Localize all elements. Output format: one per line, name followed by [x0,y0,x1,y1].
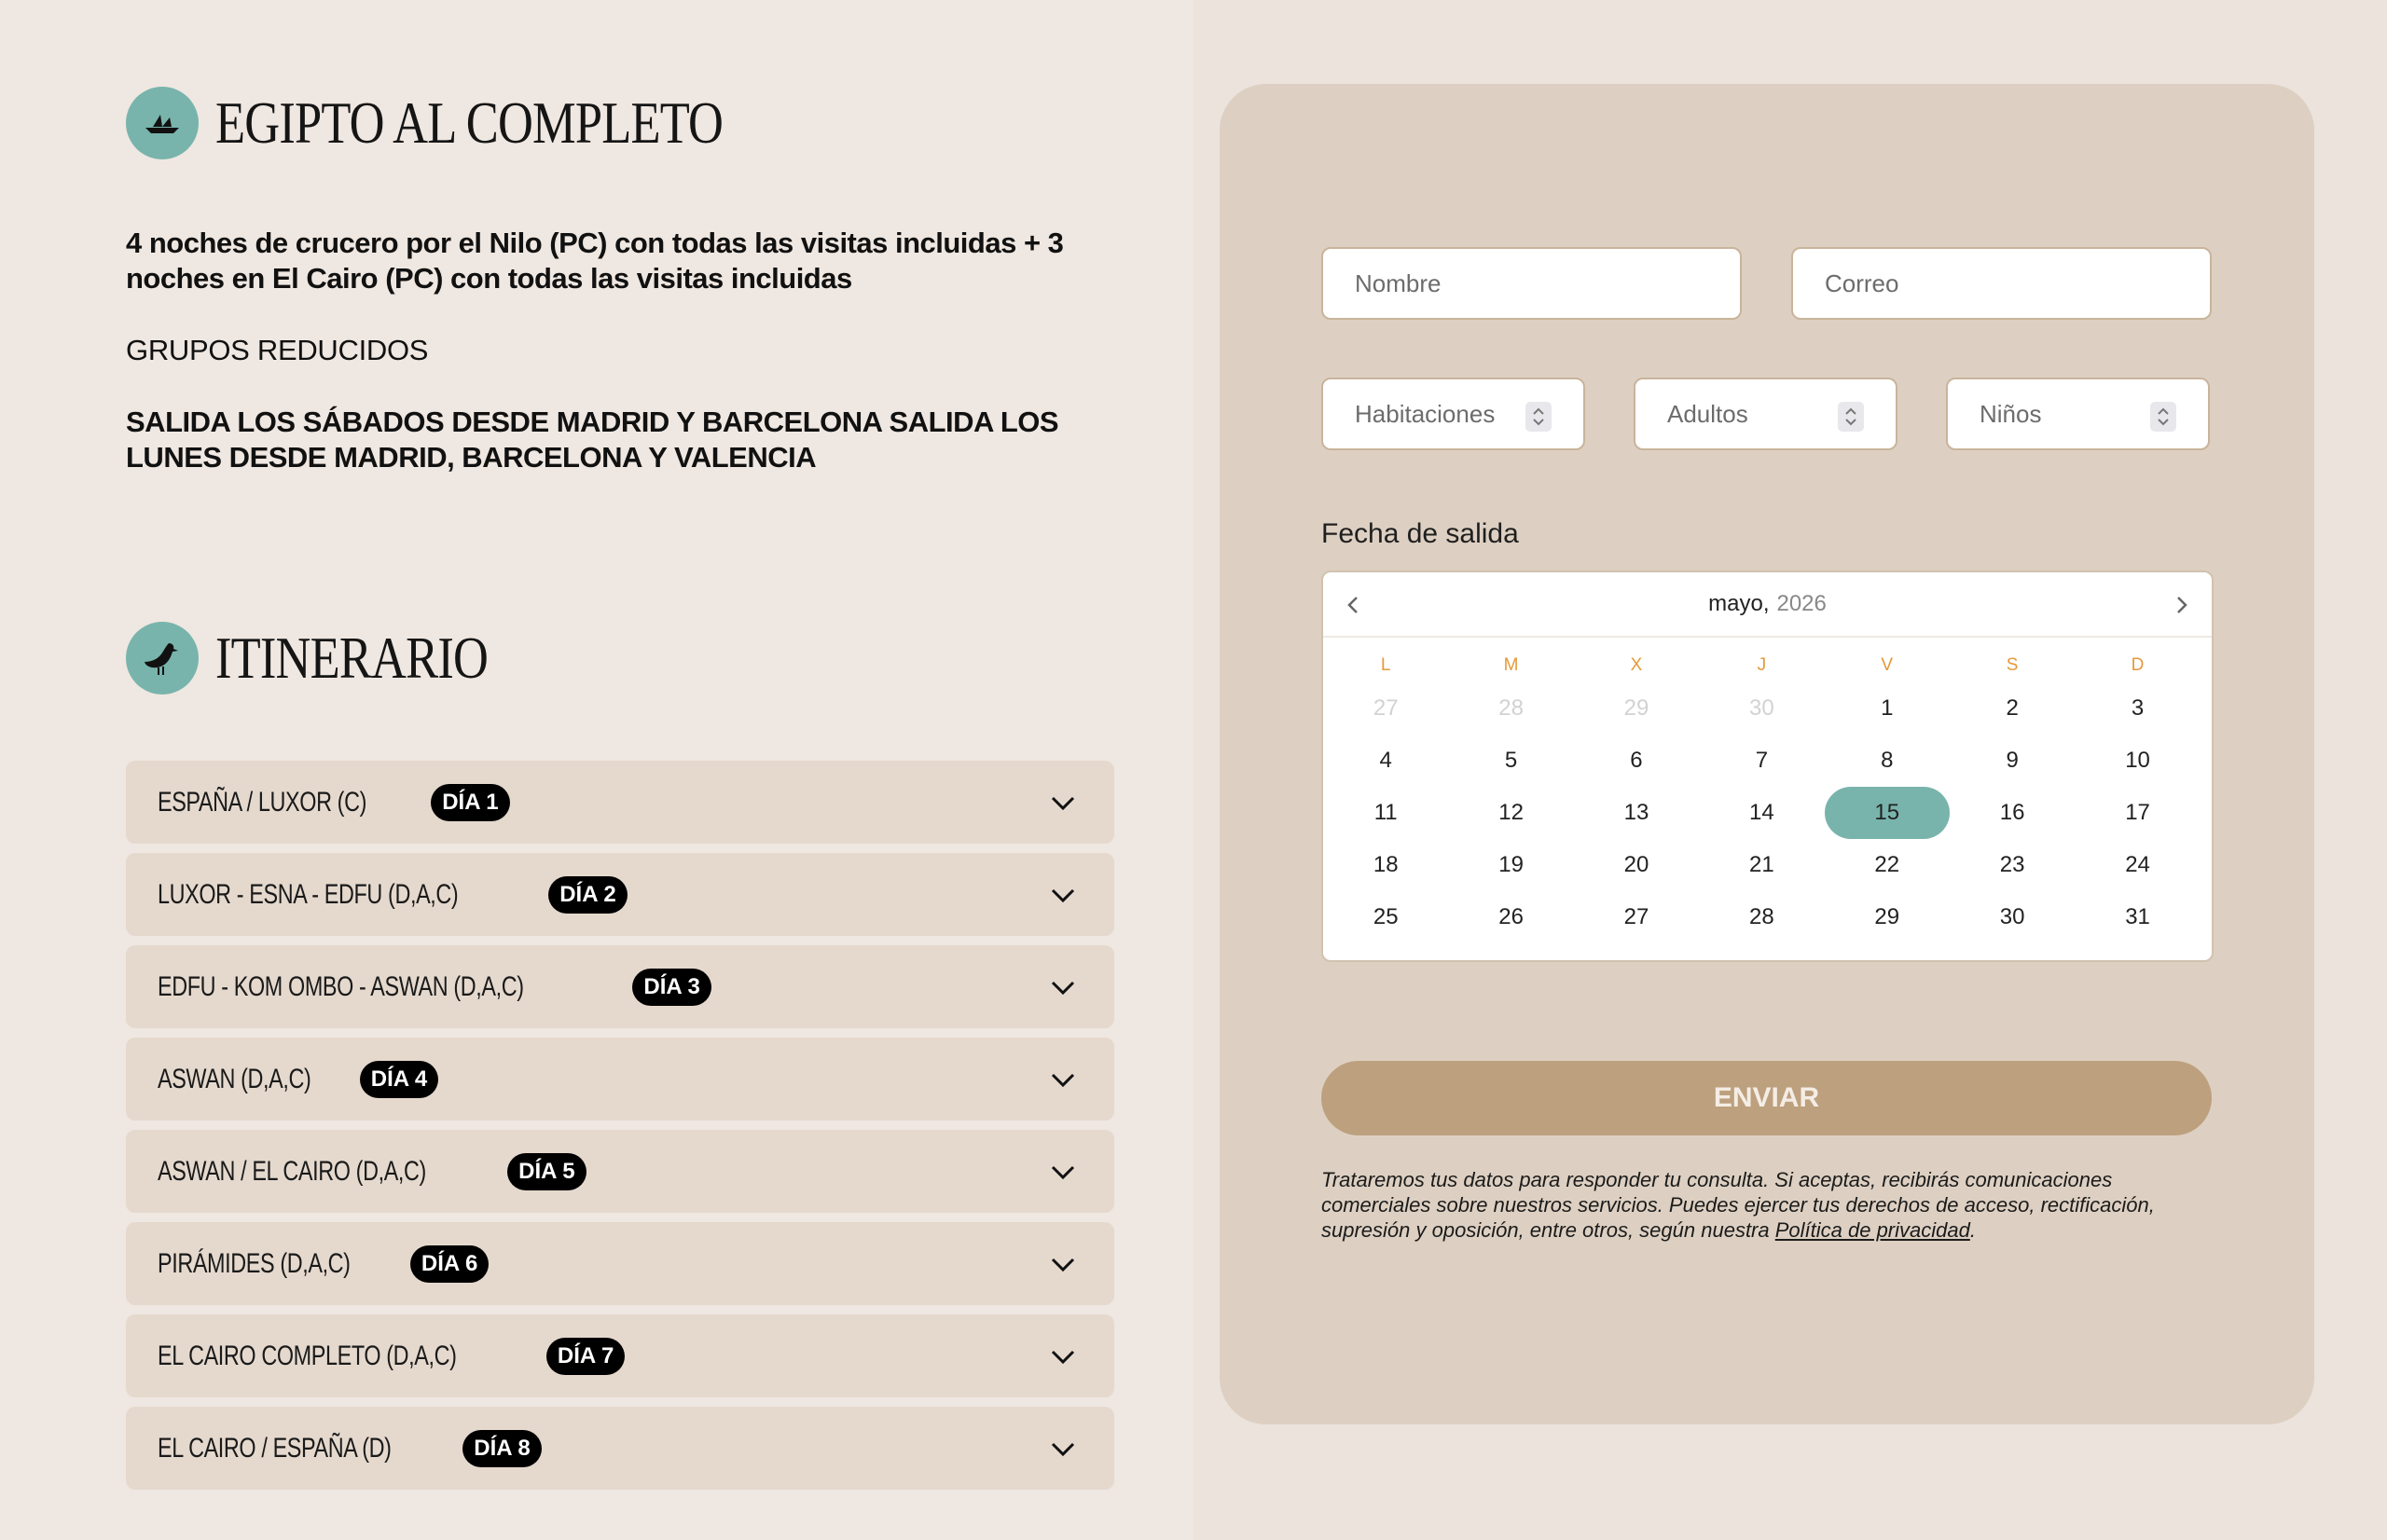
calendar-day-number: 19 [1498,852,1524,877]
calendar-day[interactable] [2075,852,2200,878]
calendar-day-number: 15 [1825,787,1950,839]
rooms-placeholder: Habitaciones [1355,399,1496,428]
calendar-day[interactable] [1950,852,2075,878]
adults-stepper-icon[interactable] [1838,402,1864,432]
departure-date-label: Fecha de salida [1321,518,1519,549]
tour-description: 4 noches de crucero por el Nilo (PC) con todas las visitas incluidas + 3 noches en El Cairo (PC) con todas las visitas incluidas [126,227,1064,295]
calendar-day[interactable] [1574,748,1699,774]
next-month-icon[interactable] [2169,593,2193,617]
weekday-label: X [1630,655,1643,675]
day-label: EL CAIRO / ESPAÑA (D) [158,1432,392,1464]
calendar-day-number: 4 [1379,748,1392,773]
calendar-day[interactable] [1825,748,1950,774]
tour-title-row [126,87,835,159]
calendar-day-number: 22 [1874,852,1900,877]
calendar-day-number: 11 [1373,800,1398,825]
chevron-down-icon[interactable] [1049,1435,1077,1463]
calendar-day-number: 14 [1749,800,1774,825]
weekday-row [1323,649,2212,682]
day-label: ASWAN / EL CAIRO (D,A,C) [158,1155,426,1187]
calendar-day-selected[interactable] [1825,787,1950,839]
day-label: PIRÁMIDES (D,A,C) [158,1247,351,1279]
calendar-day[interactable] [1699,852,1824,878]
calendar-day-number: 29 [1623,695,1649,721]
chevron-down-icon[interactable] [1049,1250,1077,1278]
calendar-day-number: 6 [1630,748,1643,773]
departures-note: SALIDA LOS SÁBADOS DESDE MADRID Y BARCELONA SALIDA LOS LUNES DESDE MADRID, BARCELONA Y VALENCIA [126,406,1059,474]
calendar-day-number: 2 [2006,695,2019,721]
calendar-day-number: 29 [1874,904,1900,929]
calendar-day[interactable] [1950,748,2075,774]
adults-field[interactable] [1634,378,1897,450]
calendar-day-number: 27 [1623,904,1649,929]
calendar-day[interactable] [1825,852,1950,878]
calendar-day[interactable] [1448,748,1573,774]
calendar-day[interactable] [1699,748,1824,774]
privacy-policy-link[interactable]: Política de privacidad [1774,1218,1970,1242]
children-field[interactable] [1946,378,2210,450]
chevron-down-icon[interactable] [1049,1066,1077,1093]
calendar-day-number: 24 [2125,852,2150,877]
email-field[interactable] [1791,247,2212,320]
calendar-day[interactable] [1323,904,1448,930]
calendar-day-number: 1 [1881,695,1894,721]
rooms-field[interactable] [1321,378,1585,450]
calendar-day-number: 26 [1498,904,1524,929]
day-badge: DÍA 3 [632,969,711,1006]
legal-end: . [1969,1218,1976,1242]
tour-title: EGIPTO AL COMPLETO [215,89,724,156]
calendar-day-number: 25 [1373,904,1399,929]
calendar-day-number: 28 [1749,904,1774,929]
day-label: ESPAÑA / LUXOR (C) [158,786,367,818]
calendar-year: 2026 [1776,591,1827,616]
chevron-down-icon[interactable] [1049,1158,1077,1186]
calendar-day-number: 30 [1999,904,2025,929]
calendar-day[interactable] [1323,695,1448,722]
weekday-label: S [2006,655,2019,675]
calendar-day-number: 28 [1498,695,1524,721]
day-badge: DÍA 1 [431,784,509,821]
calendar-day-number: 10 [2125,748,2150,773]
submit-button[interactable]: ENVIAR [1321,1061,2212,1135]
calendar-day[interactable] [1699,904,1824,930]
calendar-day[interactable] [1950,695,2075,722]
weekday-label: V [1881,655,1894,675]
email-placeholder: Correo [1825,268,1899,297]
calendar-day[interactable] [2075,800,2200,826]
calendar-day-number: 8 [1881,748,1894,773]
day-label: ASWAN (D,A,C) [158,1063,311,1094]
calendar-day[interactable] [1574,852,1699,878]
itinerary-title-row [126,622,547,694]
privacy-notice [1321,1167,2212,1243]
chevron-down-icon[interactable] [1049,789,1077,817]
itinerary-day-3[interactable] [126,945,1114,1028]
weekday-label: L [1380,655,1391,675]
calendar-day[interactable] [1448,852,1573,878]
weekday-label: J [1757,655,1767,675]
weekday-label: M [1503,655,1519,675]
calendar-day[interactable] [1574,695,1699,722]
name-field[interactable] [1321,247,1742,320]
calendar-day[interactable] [1699,800,1824,826]
itinerary-day-1[interactable] [126,761,1114,844]
calendar-week [1323,787,2212,839]
itinerary-day-8[interactable] [126,1407,1114,1490]
adults-placeholder: Adultos [1667,399,1748,428]
itinerary-day-7[interactable] [126,1314,1114,1397]
calendar-day[interactable] [1448,695,1573,722]
calendar-day[interactable] [1323,748,1448,774]
children-placeholder: Niños [1980,399,2042,428]
day-badge: DÍA 7 [546,1338,625,1375]
calendar-day-number: 12 [1498,800,1524,825]
calendar-day-number: 7 [1755,748,1769,773]
calendar-day[interactable] [1448,904,1573,930]
day-badge: DÍA 2 [548,876,627,914]
itinerary-day-6[interactable] [126,1222,1114,1305]
calendar-day[interactable] [2075,904,2200,930]
calendar-day-number: 13 [1623,800,1649,825]
day-label: LUXOR - ESNA - EDFU (D,A,C) [158,878,459,910]
calendar-day[interactable] [1825,695,1950,722]
day-badge: DÍA 4 [360,1061,438,1098]
calendar-day-number: 17 [2125,800,2150,825]
calendar-week [1323,891,2212,943]
calendar-day[interactable] [1323,800,1448,826]
chevron-down-icon[interactable] [1049,1342,1077,1370]
day-label: EL CAIRO COMPLETO (D,A,C) [158,1340,457,1371]
calendar-day-number: 31 [2125,904,2150,929]
calendar-day[interactable] [1323,852,1448,878]
prev-month-icon[interactable] [1342,593,1366,617]
itinerary-day-4[interactable] [126,1038,1114,1121]
chevron-down-icon[interactable] [1049,881,1077,909]
day-badge: DÍA 5 [507,1153,586,1190]
calendar-day-number: 3 [2131,695,2145,721]
name-placeholder: Nombre [1355,268,1442,297]
calendar-day-number: 20 [1623,852,1649,877]
calendar-day-number: 27 [1373,695,1399,721]
calendar-day[interactable] [1950,904,2075,930]
calendar-day[interactable] [2075,748,2200,774]
chevron-down-icon[interactable] [1049,973,1077,1001]
bird-icon [126,622,199,694]
day-badge: DÍA 8 [462,1430,541,1467]
calendar-day-number: 30 [1749,695,1774,721]
legal-text: Trataremos tus datos para responder tu consulta. Si aceptas, recibirás comunicaciones comerciales sobre nuestros servicios. Puedes ejercer tus derechos de acceso, rectificación, supresión y oposición, entre otros, según nuestra [1321,1168,2155,1242]
itinerary-day-2[interactable] [126,853,1114,936]
calendar-day[interactable] [1574,904,1699,930]
children-stepper-icon[interactable] [2150,402,2176,432]
calendar-day[interactable] [1950,800,2075,826]
weekday-label: D [2131,655,2145,675]
itinerary-title: ITINERARIO [215,625,489,691]
boat-icon [126,87,199,159]
group-note: GRUPOS REDUCIDOS [126,334,429,366]
calendar-week [1323,682,2212,735]
calendar-day[interactable] [1699,695,1824,722]
itinerary-accordion [126,761,1114,1499]
day-badge: DÍA 6 [410,1245,489,1283]
calendar-grid [1323,649,2212,943]
day-label: EDFU - KOM OMBO - ASWAN (D,A,C) [158,970,524,1002]
calendar-day-number: 5 [1504,748,1518,773]
calendar-week [1323,839,2212,891]
calendar-day[interactable] [1574,800,1699,826]
rooms-stepper-icon[interactable] [1525,402,1552,432]
departure-calendar [1321,571,2214,962]
calendar-day[interactable] [2075,695,2200,722]
calendar-day-number: 23 [1999,852,2025,877]
calendar-day-number: 21 [1749,852,1774,877]
calendar-month: mayo, [1708,591,1770,616]
itinerary-day-5[interactable] [126,1130,1114,1213]
calendar-day-number: 18 [1373,852,1399,877]
calendar-day[interactable] [1448,800,1573,826]
calendar-day[interactable] [1825,904,1950,930]
calendar-header [1323,572,2212,638]
calendar-week [1323,735,2212,787]
calendar-day-number: 16 [1999,800,2025,825]
calendar-day-number: 9 [2006,748,2019,773]
